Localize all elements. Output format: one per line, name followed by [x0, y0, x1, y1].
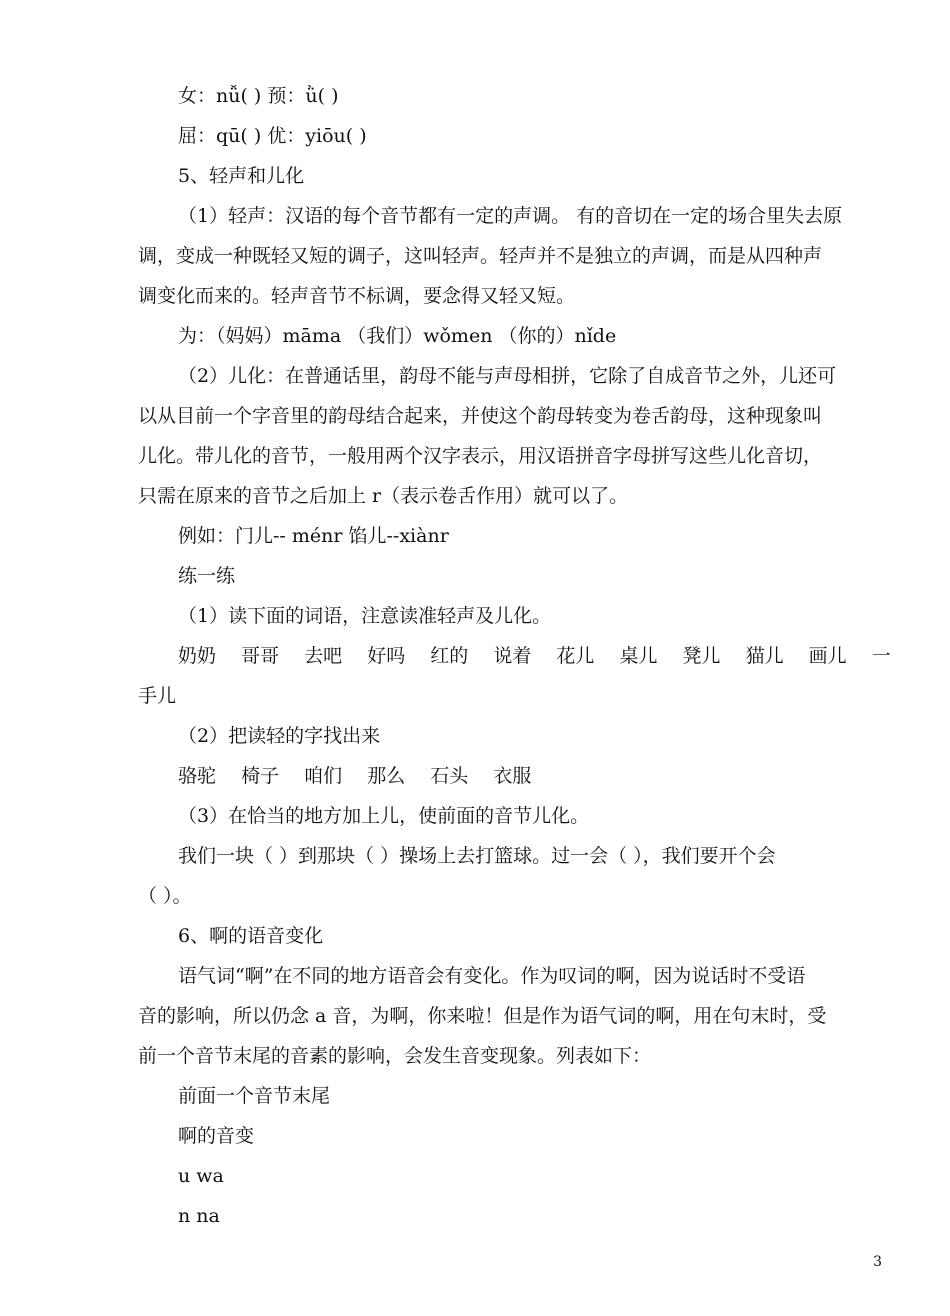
word-item: 衣服 [493, 765, 532, 787]
word-item: 一 [871, 645, 891, 667]
text-line: （ ）。 [138, 885, 192, 907]
text-line: 手儿 [138, 685, 177, 707]
word-item: 石头 [430, 765, 469, 787]
word-item: 说着 [493, 645, 532, 667]
text-line: 前面一个音节末尾 [178, 1085, 331, 1107]
text-line: 女：nǚ( ) 预：ǜ( ) [178, 85, 339, 107]
word-item: 哥哥 [241, 645, 280, 667]
word-item: 猫儿 [745, 645, 784, 667]
text-line: 为：（妈妈）māma （我们）wǒmen （你的）nǐde [178, 325, 617, 347]
text-line: 例如：门儿-- ménr 馅儿--xiànr [178, 525, 449, 547]
text-line: （2）把读轻的字找出来 [178, 725, 381, 747]
word-item: 花儿 [556, 645, 595, 667]
text-line: 儿化。带儿化的音节，一般用两个汉字表示，用汉语拼音字母拼写这些儿化音切， [138, 445, 823, 467]
word-item: 桌儿 [619, 645, 658, 667]
word-list [178, 643, 891, 669]
word-list [178, 763, 550, 789]
text-line: 啊的音变 [178, 1125, 255, 1147]
text-line: 以从目前一个字音里的韵母结合起来，并使这个韵母转变为卷舌韵母，这种现象叫 [138, 405, 823, 427]
word-item: 椅子 [241, 765, 280, 787]
text-line: （1）读下面的词语，注意读准轻声及儿化。 [178, 605, 552, 627]
word-item: 去吧 [304, 645, 343, 667]
text-line: 前一个音节末尾的音素的影响，会发生音变现象。列表如下： [138, 1045, 652, 1067]
word-item: 骆驼 [178, 765, 217, 787]
text-line: 调变化而来的。轻声音节不标调，要念得又轻又短。 [138, 285, 576, 307]
text-line: 屈：qū( ) 优：yiōu( ) [178, 125, 367, 147]
text-line: u wa [178, 1165, 224, 1187]
section-heading: 5、轻声和儿化 [178, 165, 305, 187]
text-line: 语气词“啊”在不同的地方语音会有变化。作为叹词的啊，因为说话时不受语 [178, 965, 806, 987]
text-line: n na [178, 1205, 220, 1227]
word-item: 凳儿 [682, 645, 721, 667]
word-item: 画儿 [808, 645, 847, 667]
text-line: （3）在恰当的地方加上儿，使前面的音节儿化。 [178, 805, 590, 827]
text-line: 我们一块（ ）到那块（ ）操场上去打篮球。过一会（ ），我们要开个会 [178, 845, 776, 867]
text-line: 调，变成一种既轻又短的调子，这叫轻声。轻声并不是独立的声调，而是从四种声 [138, 245, 823, 267]
word-item: 咱们 [304, 765, 343, 787]
text-line: 练一练 [178, 565, 236, 587]
word-item: 那么 [367, 765, 406, 787]
word-item: 好吗 [367, 645, 406, 667]
page-number: 3 [873, 1254, 882, 1270]
word-item: 奶奶 [178, 645, 217, 667]
text-line: 只需在原来的音节之后加上 r（表示卷舌作用）就可以了。 [138, 485, 629, 507]
word-item: 红的 [430, 645, 469, 667]
text-line: （2）儿化：在普通话里，韵母不能与声母相拼，它除了自成音节之外，儿还可 [178, 365, 837, 387]
text-line: 音的影响，所以仍念 a 音，为啊，你来啦！但是作为语气词的啊，用在句末时，受 [138, 1005, 827, 1027]
section-heading: 6、啊的语音变化 [178, 925, 324, 947]
text-line: （1）轻声：汉语的每个音节都有一定的声调。 有的音切在一定的场合里失去原 [178, 205, 843, 227]
